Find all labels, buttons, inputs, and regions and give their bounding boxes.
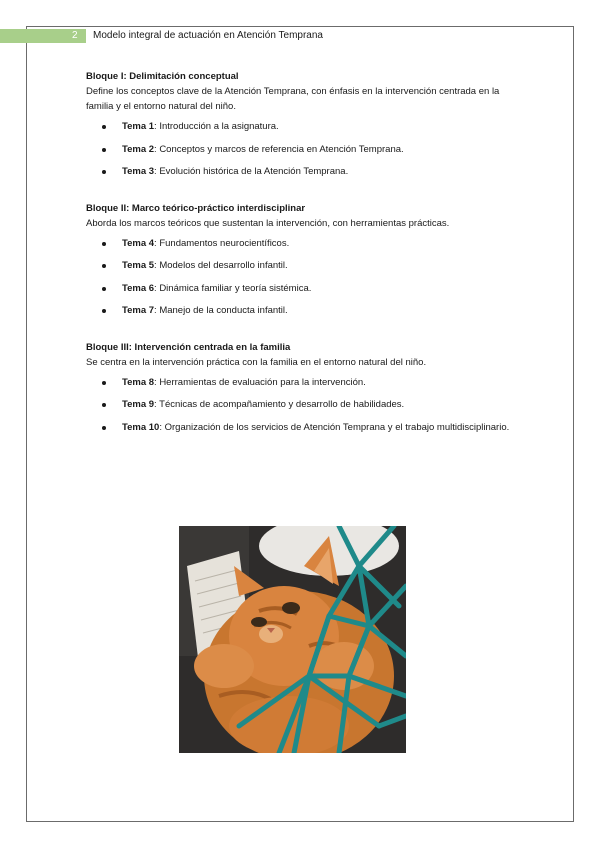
list-item — [86, 165, 526, 179]
block-1 — [86, 70, 526, 179]
header-title: Modelo integral de actuación en Atención Temprana — [93, 30, 323, 41]
block-title: Bloque III: Intervención centrada en la familia — [86, 341, 291, 353]
topic-text: : Introducción a la asignatura. — [154, 121, 279, 132]
block-3 — [86, 341, 526, 435]
topic-label: Tema 2 — [122, 143, 155, 155]
topic-list — [86, 120, 526, 179]
block-description: Se centra en la intervención práctica con la familia en el entorno natural del niño. — [86, 356, 427, 368]
cat-in-net-photo — [179, 526, 406, 753]
topic-list — [86, 376, 526, 435]
block-title: Bloque I: Delimitación conceptual — [86, 71, 239, 82]
block-description: Aborda los marcos teóricos que sustentan la intervención, con herramientas prácticas. — [86, 217, 450, 229]
topic-label: Tema 5 — [122, 260, 155, 271]
bullet-icon — [102, 403, 106, 407]
list-item — [86, 304, 526, 318]
cat-illustration — [179, 526, 406, 753]
list-item — [86, 120, 526, 134]
list-item — [86, 282, 526, 296]
block-title: Bloque II: Marco teórico-práctico interdisciplinar — [86, 202, 306, 214]
list-item — [86, 398, 526, 412]
topic-label: Tema 1 — [122, 121, 155, 132]
topic-text: : Manejo de la conducta infantil. — [154, 305, 288, 316]
topic-label: Tema 7 — [122, 305, 155, 316]
list-item — [86, 259, 526, 273]
document-body — [86, 70, 526, 443]
bullet-icon — [102, 287, 106, 291]
list-item — [86, 376, 526, 390]
bullet-icon — [102, 309, 106, 313]
topic-label: Tema 3 — [122, 166, 155, 177]
bullet-icon — [102, 242, 106, 246]
topic-label: Tema 4 — [122, 237, 155, 249]
topic-text: : Modelos del desarrollo infantil. — [154, 260, 288, 271]
page-number: 2 — [72, 30, 78, 41]
topic-label: Tema 8 — [122, 376, 155, 388]
topic-text: : Técnicas de acompañamiento y desarrollo de habilidades. — [154, 399, 405, 410]
topic-label: Tema 6 — [122, 282, 155, 294]
bullet-icon — [102, 170, 106, 174]
topic-text: : Dinámica familiar y teoría sistémica. — [154, 282, 312, 294]
topic-text: : Organización de los servicios de Atención Temprana y el trabajo multidisciplinario. — [159, 421, 510, 433]
topic-label: Tema 9 — [122, 399, 155, 410]
topic-text: : Herramientas de evaluación para la intervención. — [154, 376, 366, 388]
block-2 — [86, 202, 526, 319]
topic-label: Tema 10 — [122, 421, 160, 433]
topic-text: : Conceptos y marcos de referencia en Atención Temprana. — [154, 143, 404, 155]
topic-list — [86, 237, 526, 319]
block-description: Define los conceptos clave de la Atención Temprana, con énfasis en la intervención centrada en la familia y el entorno natural del niño. — [86, 86, 500, 112]
list-item — [86, 237, 526, 251]
bullet-icon — [102, 264, 106, 268]
bullet-icon — [102, 381, 106, 385]
bullet-icon — [102, 148, 106, 152]
list-item — [86, 143, 526, 157]
bullet-icon — [102, 125, 106, 129]
topic-text: : Evolución histórica de la Atención Temprana. — [154, 166, 349, 177]
bullet-icon — [102, 426, 106, 430]
topic-text: : Fundamentos neurocientíficos. — [154, 237, 290, 249]
list-item — [86, 421, 526, 435]
